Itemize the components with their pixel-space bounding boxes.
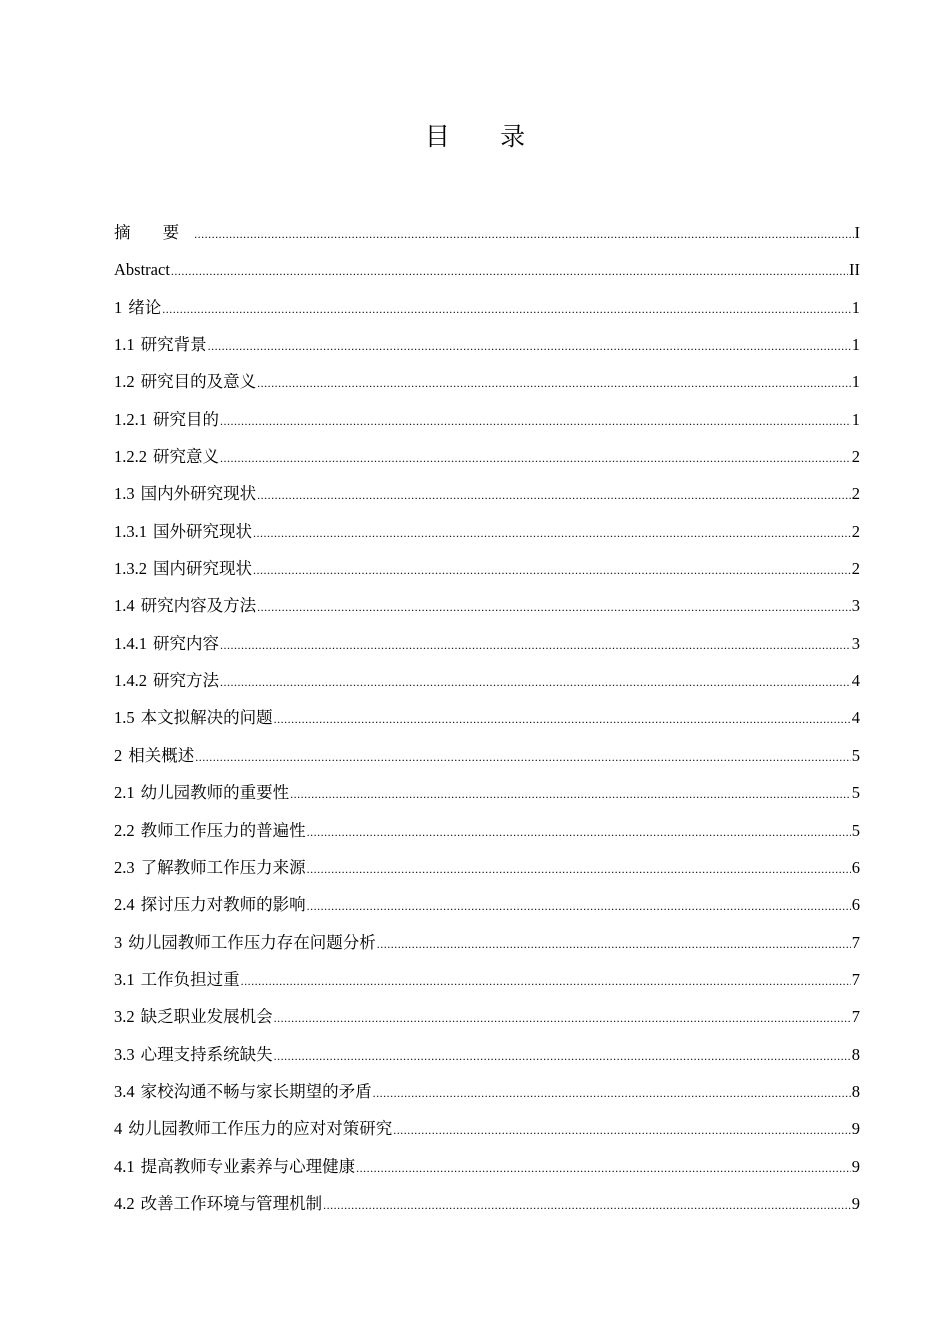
toc-entry-label [114,737,194,774]
toc-entry[interactable] [114,1073,860,1110]
toc-entry-page: 9 [851,1193,860,1213]
toc-entry[interactable] [114,924,860,961]
toc-entry-label [114,438,219,475]
toc-entry-number: 1.1 [114,335,135,355]
dot-leader [307,814,851,851]
dot-leader [257,477,851,514]
toc-entry[interactable] [114,1185,860,1222]
dot-leader [194,216,853,253]
toc-entry-page: 2 [851,484,860,504]
toc-entry[interactable] [114,699,860,736]
toc-title: 目 录 [424,124,548,151]
toc-entry-label [114,326,207,363]
toc-entry-number: 1.3.2 [114,559,147,579]
toc-entry-page: 3 [851,633,860,653]
dot-leader [195,739,851,776]
toc-entry-page: 6 [851,857,860,877]
dot-leader [220,440,851,477]
toc-entry[interactable] [114,214,860,251]
toc-entry-label [114,812,306,849]
toc-entry-label [114,924,376,961]
toc-entry[interactable] [114,513,860,550]
toc-entry-label [114,886,306,923]
toc-entry[interactable] [114,774,860,811]
toc-entry-text: 国内外研究现状 [140,484,257,504]
toc-entry-page: 2 [851,447,860,467]
dot-leader [377,926,851,963]
toc-entry-page: 5 [851,820,860,840]
toc-entry-number: 1.4.1 [114,633,147,653]
toc-entry[interactable] [114,998,860,1035]
toc-entry-page: II [849,260,860,280]
toc-entry-label [114,1073,372,1110]
toc-entry-label [114,401,219,438]
toc-entry-number: 3.1 [114,969,135,989]
toc-entry-text: 心理支持系统缺失 [140,1044,273,1064]
toc-entry[interactable] [114,587,860,624]
toc-entry-number: 2 [114,745,123,765]
toc-entry-text: 本文拟解决的问题 [140,708,273,728]
dot-leader [393,1112,851,1149]
toc-entry-number: 2.3 [114,857,135,877]
toc-entry-number: 2.4 [114,895,135,915]
dot-leader [274,701,851,738]
toc-entry[interactable] [114,625,860,662]
toc-entry-number: 4.2 [114,1193,135,1213]
toc-entry-number: 3.3 [114,1044,135,1064]
toc-entry-text: 摘 要 [114,223,194,242]
toc-entry-page: 1 [851,372,860,392]
toc-entry-text: 国外研究现状 [153,521,252,541]
toc-entry-page: 7 [851,1007,860,1027]
toc-entry-label [114,289,161,326]
toc-entry-text: 绪论 [128,297,162,317]
toc-entry-text: 研究方法 [153,671,219,691]
toc-entry-label [114,961,240,998]
toc-entry-text: 研究背景 [140,335,207,355]
toc-entry-text: 幼儿园教师的重要性 [140,783,290,803]
dot-leader [257,589,851,626]
toc-entry-number: 1.5 [114,708,135,728]
toc-entry-number: 1.4 [114,596,135,616]
toc-entry-page: 4 [851,708,860,728]
toc-entry[interactable] [114,662,860,699]
toc-entry-page: 4 [851,671,860,691]
dot-leader [274,1038,851,1075]
toc-entry-page: 5 [851,745,860,765]
dot-leader [220,664,851,701]
toc-entry-label [114,849,306,886]
toc-entry-label [114,1148,355,1185]
toc-entry-number: 1.4.2 [114,671,147,691]
toc-entry-number: 4.1 [114,1156,135,1176]
toc-entry-page: 2 [851,559,860,579]
toc-entry-text: 探讨压力对教师的影响 [140,895,306,915]
toc-entry-page: 7 [851,932,860,952]
toc-entry[interactable] [114,1036,860,1073]
toc-entry-text: 了解教师工作压力来源 [140,857,306,877]
toc-entry-label [114,214,193,251]
toc-entry[interactable] [114,737,860,774]
toc-entry[interactable] [114,550,860,587]
toc-entry-page: 8 [851,1044,860,1064]
dot-leader [274,1000,851,1037]
toc-entry-text: 幼儿园教师工作压力的应对对策研究 [128,1119,393,1139]
dot-leader [307,888,851,925]
toc-entry[interactable] [114,438,860,475]
dot-leader [253,552,851,589]
toc-entry-number: 1 [114,297,123,317]
toc-entry-label [114,1185,322,1222]
toc-entry-page: 1 [851,335,860,355]
toc-entry-text: 研究目的及意义 [140,372,257,392]
toc-entry-label [114,774,289,811]
toc-entry-page: 1 [851,297,860,317]
dot-leader [220,403,851,440]
toc-entry-page: I [854,223,860,242]
toc-entry[interactable] [114,326,860,363]
toc-entry[interactable] [114,961,860,998]
toc-entry[interactable] [114,475,860,512]
dot-leader [171,253,848,290]
toc-entry-page: 6 [851,895,860,915]
toc-entry-text: 研究目的 [153,409,219,429]
toc-entry-text: 研究内容 [153,633,219,653]
toc-entry[interactable] [114,251,860,288]
toc-entry-text: 国内研究现状 [153,559,252,579]
toc-entry-number: 2.2 [114,820,135,840]
toc-entry-text: 家校沟通不畅与家长期望的矛盾 [140,1081,372,1101]
dot-leader [220,627,851,664]
toc-entry-label [114,1110,392,1147]
toc-entry[interactable] [114,363,860,400]
dot-leader [307,851,851,888]
toc-entry[interactable] [114,1148,860,1185]
toc-entry[interactable] [114,1110,860,1147]
toc-entry-text: 缺乏职业发展机会 [140,1007,273,1027]
toc-entry-number: 2.1 [114,783,135,803]
toc-entry-label [114,998,273,1035]
toc-entry-number: 3 [114,932,123,952]
toc-entry[interactable] [114,401,860,438]
toc-entry-number: 1.3 [114,484,135,504]
dot-leader [241,963,851,1000]
toc-entry-label [114,363,256,400]
toc-entry-text: 提高教师专业素养与心理健康 [140,1156,356,1176]
toc-entry-label [114,587,256,624]
toc-entry-number: 4 [114,1119,123,1139]
toc-entry-text: Abstract [114,260,170,280]
toc-entry[interactable] [114,289,860,326]
toc-entry[interactable] [114,812,860,849]
dot-leader [323,1187,851,1224]
toc-entry-text: 改善工作环境与管理机制 [140,1193,323,1213]
toc-entry[interactable] [114,886,860,923]
toc-entry-text: 幼儿园教师工作压力存在问题分析 [128,932,376,952]
toc-entry-text: 相关概述 [128,745,195,765]
toc-entry-label [114,251,170,288]
toc-entry-text: 工作负担过重 [140,969,240,989]
toc-entry-label [114,513,252,550]
toc-entry-number: 1.2.2 [114,447,147,467]
toc-list [114,214,860,1222]
toc-entry-page: 3 [851,596,860,616]
toc-entry-page: 7 [851,969,860,989]
toc-entry-page: 2 [851,521,860,541]
dot-leader [290,776,851,813]
toc-entry-label [114,625,219,662]
toc-entry-number: 1.2.1 [114,409,147,429]
dot-leader [257,365,851,402]
toc-entry-label [114,699,273,736]
toc-entry-label [114,1036,273,1073]
toc-entry-page: 8 [851,1081,860,1101]
toc-entry[interactable] [114,849,860,886]
toc-entry-text: 研究内容及方法 [140,596,257,616]
toc-entry-text: 教师工作压力的普遍性 [140,820,306,840]
toc-entry-page: 9 [851,1156,860,1176]
toc-entry-label [114,550,252,587]
dot-leader [162,291,851,328]
dot-leader [373,1075,851,1112]
dot-leader [253,515,851,552]
toc-entry-number: 1.3.1 [114,521,147,541]
toc-entry-number: 3.2 [114,1007,135,1027]
toc-entry-page: 1 [851,409,860,429]
toc-entry-label [114,662,219,699]
dot-leader [356,1150,851,1187]
toc-entry-text: 研究意义 [153,447,219,467]
toc-entry-page: 5 [851,783,860,803]
toc-entry-page: 9 [851,1119,860,1139]
toc-entry-number: 1.2 [114,372,135,392]
dot-leader [208,328,851,365]
toc-entry-number: 3.4 [114,1081,135,1101]
toc-entry-label [114,475,256,512]
